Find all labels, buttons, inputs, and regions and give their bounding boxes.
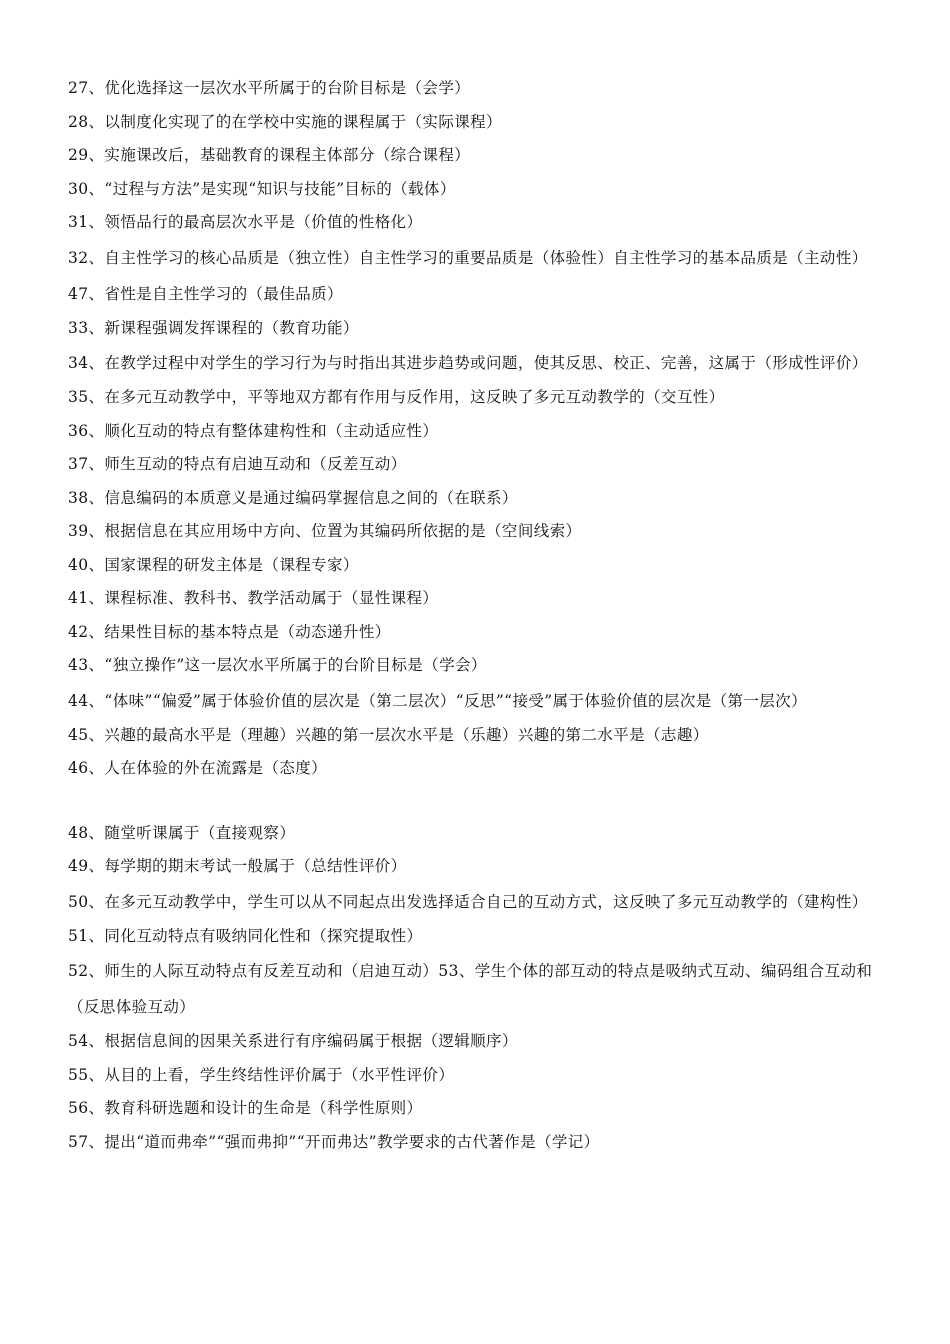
- list-item: 42、结果性目标的基本特点是（动态递升性）: [68, 622, 391, 641]
- list-item: 45、兴趣的最高水平是（理趣）兴趣的第一层次水平是（乐趣）兴趣的第二水平是（志趣）: [68, 725, 709, 744]
- list-item: 50、在多元互动教学中，学生可以从不同起点出发选择适合自己的互动方式，这反映了多元互动教学的（建构性）: [68, 892, 868, 911]
- list-item: 43、“独立操作”这一层次水平所属于的台阶目标是（学会）: [68, 656, 487, 674]
- list-item: 36、顺化互动的特点有整体建构性和（主动适应性）: [68, 421, 439, 440]
- list-item: 51、同化互动特点有吸纳同化性和（探究提取性）: [68, 926, 423, 945]
- list-item: 37、师生互动的特点有启迪互动和（反差互动）: [68, 455, 407, 473]
- list-item: 38、信息编码的本质意义是通过编码掌握信息之间的（在联系）: [68, 488, 518, 507]
- list-item: 32、自主性学习的核心品质是（独立性）自主性学习的重要品质是（体验性）自主性学习的基本品质是（主动性）47、省性是自主性学习的（最佳品质）: [68, 248, 868, 303]
- list-item: 57、提出“道而弗牵”“强而弗抑”“开而弗达”教学要求的古代著作是（学记）: [68, 1132, 600, 1151]
- list-item: 52、师生的人际互动特点有反差互动和（启迪互动）53、学生个体的部互动的特点是吸纳式互动、编码组合互动和（反思体验互动）: [68, 962, 873, 1016]
- list-item: 54、根据信息间的因果关系进行有序编码属于根据（逻辑顺序）: [68, 1032, 518, 1050]
- list-item: 33、新课程强调发挥课程的（教育功能）: [68, 318, 359, 337]
- list-item: 31、领悟品行的最高层次水平是（价值的性格化）: [68, 213, 423, 231]
- list-item: 49、每学期的期末考试一般属于（总结性评价）: [68, 857, 407, 875]
- list-item: 34、在教学过程中对学生的学习行为与时指出其进步趋势或问题，使其反思、校正、完善，这属于（形成性评价）: [68, 354, 868, 372]
- list-item: 46、人在体验的外在流露是（态度）: [68, 759, 328, 777]
- list-item: 40、国家课程的研发主体是（课程专家）: [68, 555, 359, 574]
- list-item: 44、“体味”“偏爱”属于体验价值的层次是（第二层次）“反思”“接受”属于体验价值的层次是（第一层次）: [68, 691, 808, 710]
- list-item: 28、以制度化实现了的在学校中实施的课程属于（实际课程）: [68, 112, 502, 131]
- list-item: 29、实施课改后，基础教育的课程主体部分（综合课程）: [68, 146, 471, 164]
- list-item: 41、课程标准、教科书、教学活动属于（显性课程）: [68, 589, 439, 607]
- list-item: 48、随堂听课属于（直接观察）: [68, 823, 296, 842]
- list-item: 56、教育科研选题和设计的生命是（科学性原则）: [68, 1099, 423, 1117]
- list-item: 30、“过程与方法”是实现“知识与技能”目标的（载体）: [68, 179, 456, 198]
- list-item: 27、优化选择这一层次水平所属于的台阶目标是（会学）: [68, 79, 471, 97]
- blank-line: [68, 786, 874, 817]
- list-item: 55、从目的上看，学生终结性评价属于（水平性评价）: [68, 1065, 455, 1084]
- list-item: 35、在多元互动教学中，平等地双方都有作用与反作用，这反映了多元互动教学的（交互性）: [68, 388, 725, 406]
- list-item: 39、根据信息在其应用场中方向、位置为其编码所依据的是（空间线索）: [68, 522, 582, 540]
